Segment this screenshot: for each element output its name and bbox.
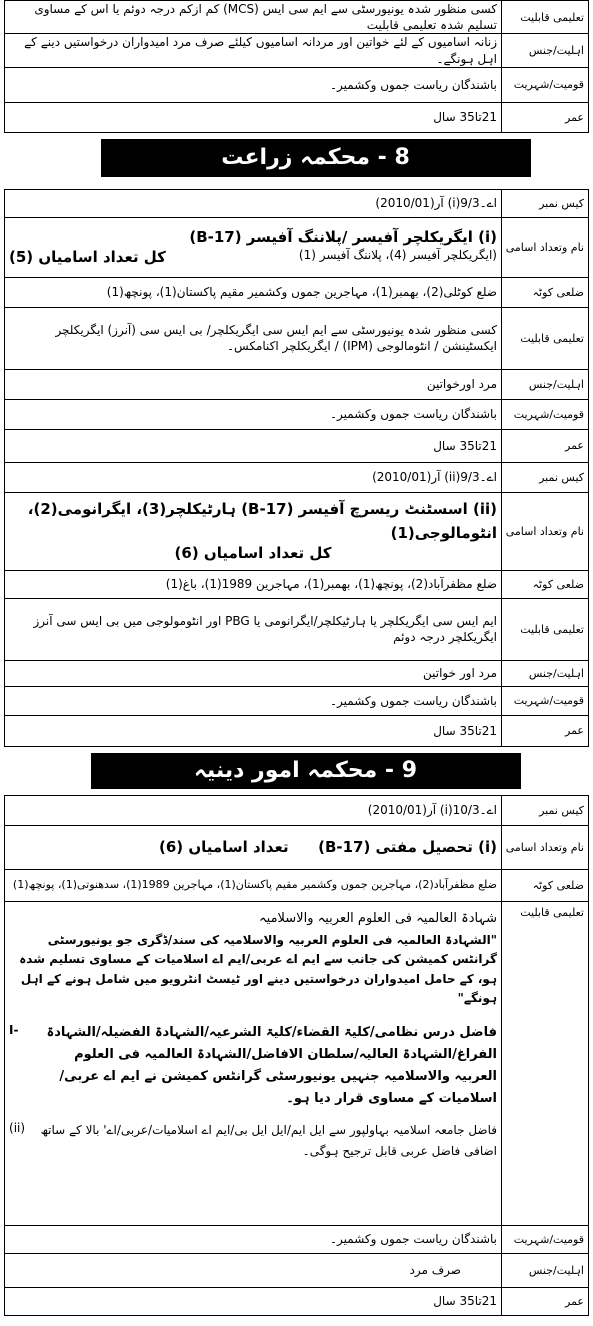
district-quota: ضلع کوٹلی(2)، بھمبر(1)، مہاجرین جموں وکشمیر مقیم پاکستان(1)، پونچھ(1)	[5, 277, 502, 307]
age: 21تا35 سال	[5, 1287, 502, 1315]
row-label: عمر	[502, 1287, 589, 1315]
qualification-item	[9, 1120, 497, 1161]
row-label: ضلعی کوٹہ	[502, 570, 589, 598]
qualification-row	[5, 901, 589, 1225]
nationality: باشندگان ریاست جموں وکشمیر۔	[5, 1225, 502, 1253]
row-label: نام وتعداد اسامی	[502, 825, 589, 869]
post-total: کل تعداد اسامیاں (6)	[174, 544, 332, 563]
qualification-item-text: فاضل جامعہ اسلامیہ بہاولپور سے ایل ایم/ایل ایل بی/ایم اے اسلامیات/عربی/اے' بالا کے ساتھ اضافی فاضل عربی قابل ترجیح ہوگی۔	[40, 1123, 497, 1158]
qualification: ایم ایس سی ایگریکلچر یا ہارٹیکلچر/ایگرانومی یا PBG اور انٹومولوجی میں بی ایس سی آنرز ایگریکلچر درجہ دوئم	[5, 598, 502, 660]
district-quota: ضلع مظفرآباد(2)، پونچھ(1)، بھمبر(1)، مہاجرین 1989(1)، باغ(1)	[5, 570, 502, 598]
row-label: قومیت/شہریت	[502, 67, 589, 102]
row-label: تعلیمی قابلیت	[502, 901, 589, 1225]
row-label: قومیت/شہریت	[502, 399, 589, 429]
row-label: عمر	[502, 429, 589, 462]
eligibility-row	[5, 369, 589, 399]
post-name-row	[5, 217, 589, 277]
row-label: کیس نمبر	[502, 189, 589, 217]
post-title: (i) ایگریکلچر آفیسر /پلاننگ آفیسر (B-17)	[189, 228, 497, 246]
post-title: (ii) اسسٹنٹ ریسرچ آفیسر (B-17) ہارٹیکلچر(3)، ایگرانومی(2)،	[27, 499, 497, 518]
top-qualification-row	[5, 1, 589, 34]
eligibility: صرف مرد	[5, 1253, 502, 1287]
post-total: کل تعداد اسامیاں (5)	[9, 248, 166, 267]
row-label: تعلیمی قابلیت	[502, 598, 589, 660]
top-eligibility-row	[5, 34, 589, 67]
top-nationality-row	[5, 67, 589, 102]
post-title: (i) تحصیل مفتی (B-17)	[318, 838, 497, 857]
qualification-row	[5, 307, 589, 369]
age-row	[5, 1287, 589, 1315]
age-row	[5, 429, 589, 462]
qualification-row	[5, 598, 589, 660]
row-label: تعلیمی قابلیت	[502, 1, 589, 34]
top-eligibility: زنانہ اسامیوں کے لئے خواتین اور مردانہ اسامیوں کیلئے صرف مرد امیدواران درخواستیں دینے کے اہل ہونگے۔	[5, 34, 502, 67]
nationality: باشندگان ریاست جموں وکشمیر۔	[5, 686, 502, 715]
qualification-item-number: (ii)	[9, 1121, 26, 1136]
row-label: اہلیت/جنس	[502, 660, 589, 686]
qualification-item	[9, 1022, 497, 1110]
nationality-row	[5, 686, 589, 715]
row-label: عمر	[502, 102, 589, 132]
row-label: نام وتعداد اسامی	[502, 492, 589, 570]
row-label: کیس نمبر	[502, 795, 589, 825]
row-label: نام وتعداد اسامی	[502, 217, 589, 277]
nationality: باشندگان ریاست جموں وکشمیر۔	[5, 399, 502, 429]
case-row	[5, 795, 589, 825]
section-banner-agriculture: 8 - محکمہ زراعت	[101, 139, 531, 177]
row-label: کیس نمبر	[502, 462, 589, 492]
row-label: اہلیت/جنس	[502, 34, 589, 67]
eligibility: مرد اور خواتین	[5, 660, 502, 686]
post-detail: (ایگریکلچر آفیسر (4)، پلاننگ آفیسر (1)	[298, 248, 497, 263]
row-label: اہلیت/جنس	[502, 369, 589, 399]
row-label: تعلیمی قابلیت	[502, 307, 589, 369]
eligibility-row	[5, 1253, 589, 1287]
case-number: اے۔10/3(i) آر(2010/01)	[5, 795, 502, 825]
top-age-row	[5, 102, 589, 132]
case-number: اے۔9/3(i) آر(2010/01)	[5, 189, 502, 217]
nationality-row	[5, 399, 589, 429]
top-age: 21تا35 سال	[5, 102, 502, 132]
age: 21تا35 سال	[5, 715, 502, 746]
quota-row	[5, 570, 589, 598]
row-label: قومیت/شہریت	[502, 686, 589, 715]
case-number: اے۔9/3(ii) آر(2010/01)	[5, 462, 502, 492]
top-nationality: باشندگان ریاست جموں وکشمیر۔	[5, 67, 502, 102]
section-banner-row	[5, 746, 589, 795]
nationality-row	[5, 1225, 589, 1253]
row-label: قومیت/شہریت	[502, 1225, 589, 1253]
post-total: تعداد اسامیاں (6)	[159, 838, 289, 857]
post-detail: انٹومالوجی(1)	[390, 524, 497, 543]
row-label: ضلعی کوٹہ	[502, 869, 589, 901]
qualification: کسی منظور شدہ یونیورسٹی سے ایم ایس سی ایگریکلچر/ بی ایس سی (آنرز) ایگریکلچر ایکسٹینشن / انٹومالوجی (IPM) / ایگریکلچر اکنامکس۔	[5, 307, 502, 369]
age-row	[5, 715, 589, 746]
section-banner-religious-affairs: 9 - محکمہ امور دینیہ	[91, 753, 521, 789]
top-qualification: کسی منظور شدہ یونیورسٹی سے ایم سی ایس (MCS) کم ازکم درجہ دوئم یا اس کے مساوی تسلیم شدہ تعلیمی قابلیت	[5, 1, 502, 34]
recruitment-notice-page	[4, 0, 589, 1326]
qualification-heading: شہادۃ العالمیہ فی العلوم العربیہ والاسلامیہ	[259, 910, 497, 926]
row-label: عمر	[502, 715, 589, 746]
recruitment-table	[4, 0, 589, 1316]
row-label: ضلعی کوٹہ	[502, 277, 589, 307]
post-name-row	[5, 492, 589, 570]
district-quota: ضلع مظفرآباد(2)، مہاجرین جموں وکشمیر مقیم پاکستان(1)، مہاجرین 1989(1)، سدھنوتی(1)، پونچھ(1)	[5, 869, 502, 901]
case-row	[5, 462, 589, 492]
section-banner-row	[5, 132, 589, 189]
eligibility-row	[5, 660, 589, 686]
row-label: اہلیت/جنس	[502, 1253, 589, 1287]
quota-row	[5, 869, 589, 901]
qualification-paragraph: "الشہادۃ العالمیہ فی العلوم العربیہ والاسلامیہ کی سند/ڈگری جو یونیورسٹی گرانٹس کمیشن کی جانب سے ایم اے عربی/ایم اے اسلامیات کے مساوی تسلیم شدہ ہو، کے حامل امیدواران درخواستیں دینے اور ٹیسٹ انٹرویو میں شامل ہونے کے اہل ہونگے"	[19, 933, 497, 1005]
qualification-item-text: فاضل درس نظامی/کلیۃ القضاء/کلیۃ الشرعیہ/الشہادۃ الفضیلہ/الشہادۃ الفراغ/الشہادۃ العالیہ/سلطان الافاضل/الشہادۃ العالمیہ فی العلوم العربیہ والاسلامیہ جنہیں یونیورسٹی گرانٹس کمیشن نے ایم اے عربی/اسلامیات کے مساوی قرار دیا ہو۔	[46, 1025, 497, 1107]
quota-row	[5, 277, 589, 307]
qualification-item-number: -I	[9, 1023, 19, 1038]
post-name-row	[5, 825, 589, 869]
case-row	[5, 189, 589, 217]
eligibility: مرد اورخواتین	[5, 369, 502, 399]
age: 21تا35 سال	[5, 429, 502, 462]
